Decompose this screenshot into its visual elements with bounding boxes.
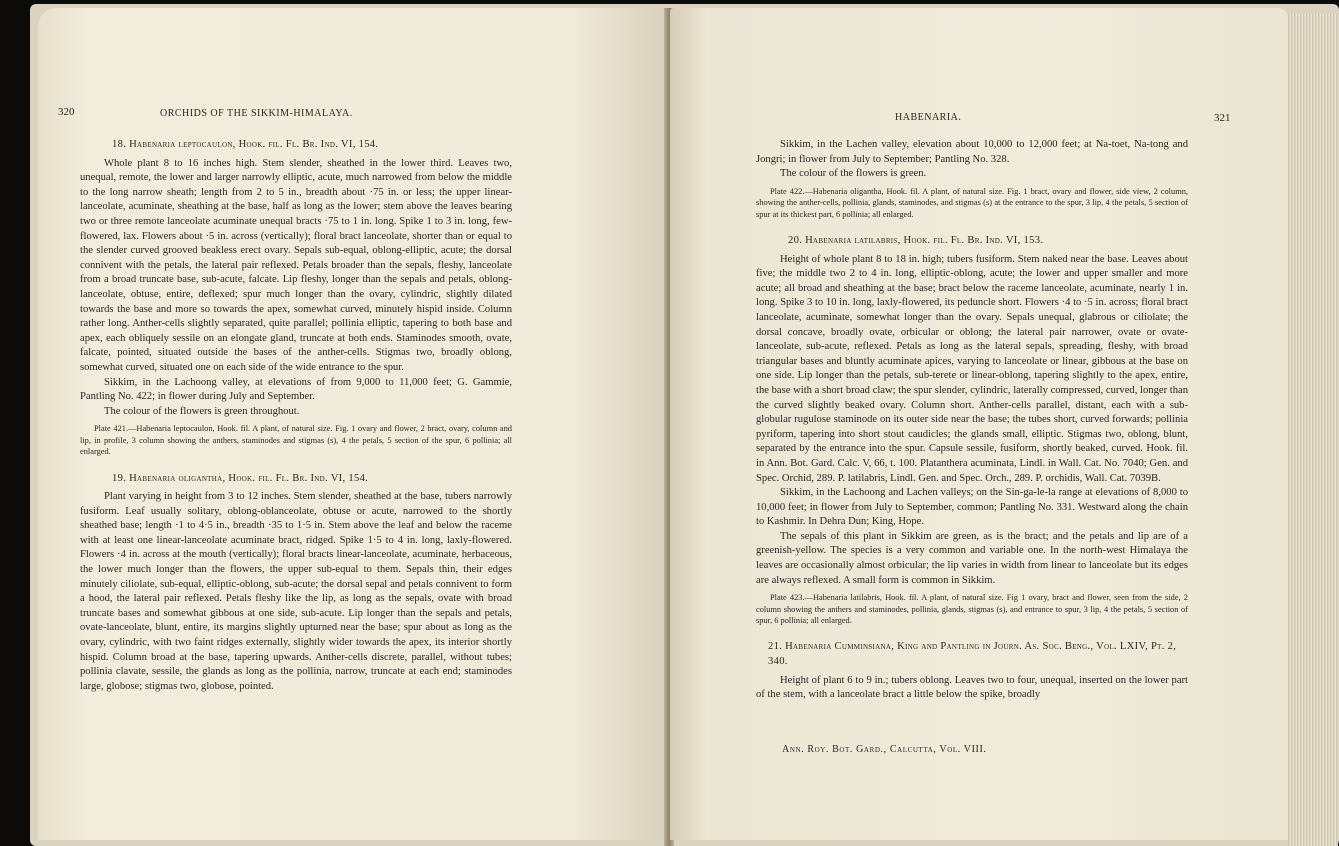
- right-page-text: [756, 138, 1188, 703]
- left-page: [38, 8, 666, 840]
- section-18-colour: The colour of the flowers is green throughout.: [104, 405, 300, 417]
- section-21-description: Height of plant 6 to 9 in.; tubers oblong. Leaves two to four, unequal, inserted on the lower part of the stem, with a lanceolate bract a little below the spike, broadly: [756, 674, 1188, 701]
- section-19-description: Plant varying in height from 3 to 12 inches. Stem slender, sheathed at the base, tubers narrowly fusiform. Leaf usually solitary, oblong-oblanceolate, obtuse or acute, narrowed to the shortly sheathed base; length ·1 to 4·5 in., breadth ·35 to 1·5 in. Stem above the leaf and below the raceme with at least one linear-lanceolate acuminate bract, ridged. Spike 1·5 to 4 in. long, laxly-flowered. Flowers ·4 in. across at the mouth (vertically); floral bracts linear-lanceolate, acuminate, herbaceous, the lower much longer than the flowers, the upper sub-equal to them. Sepals thin, their edges minutely ciliolate, sub-equal, elliptic-oblong, sub-acute; the dorsal sepal and petals connivent to form a hood, the lateral pair reflexed. Petals fleshy like the lip, as long as the sepals, ovate with broad truncate bases and somewhat gibbous at one side, sub-acute. Lip longer than the sepals and petals, ovate-lanceolate, blunt, entire, its margins slightly upturned near the base; spur about as long as the ovary, cylindric, with two faint ridges externally, slightly wider towards the apex, its interior shortly hispid. Column broad at the base, tapering upwards. Anther-cells discrete, parallel, without tubes; pollinia clavate, sessile, the glands as long as the pollinia, narrow, truncate at each end; staminodes large, globose; stigmas two, globose, pointed.: [80, 491, 512, 692]
- section-19-heading: 19. Habenaria oligantha, Hook. fil. Fl. Br. Ind. VI, 154.: [112, 472, 369, 484]
- plate-421-caption: Plate 421.—Habenaria leptocaulon, Hook. fil. A plant, of natural size. Fig. 1 ovary and flower, 2 bract, ovary, column and lip, in profile, 3 column showing the anthers, staminodes and stigmas (s), 4 the petals, 5 section of the spur, 6 pollinia; all enlarged.: [80, 424, 512, 457]
- section-20-locality: Sikkim, in the Lachoong and Lachen valleys; on the Sin-ga-le-la range at elevations of 8,000 to 10,000 feet; in flower from July to September, common; Pantling No. 331. Westward along the chain to Kashmir. In Dehra Dun; King, Hope.: [756, 487, 1188, 528]
- section-19-colour: The colour of the flowers is green.: [780, 168, 927, 180]
- section-20-description: Height of whole plant 8 to 18 in. high; tubers fusiform. Stem naked near the base. Leaves about five; the middle two 2 to 4 in. long, elliptic-oblong, acute; the lower and upper smaller and more acute; all broad and sheathing at the base; bract below the raceme lanceolate, acuminate, nearly 1 in. long. Spike 3 to 10 in. long, laxly-flowered, its peduncle short. Flowers ·4 to ·5 in. across; floral bract lanceolate, acuminate, somewhat longer than the ovary. Sepals unequal, glabrous or ciliolate; the dorsal concave, broadly ovate, orbicular or oblong; the lateral pair narrower, ovate or ovate-lanceolate, sub-acute, reflexed. Petals as long as the lateral sepals, spreading, fleshy, with broad triangular bases and bluntly acuminate apices, varying to lanceolate or linear, gibbous at the base on one side. Lip longer than the petals, sub-terete or linear-oblong, tapering slightly to the apex, entire, the base with a short broad claw; the spur slender, cylindric, laterally compressed, curved, longer than the curved slightly beaked ovary. Column short. Anther-cells parallel, distant, each with a sub-globular rugulose staminode on its outer side near the base; the tubes short, curved forwards; pollinia pyriform, tapering into short stout caudicles; the glands small, elliptic. Stigmas two, oblong, blunt, separated by the entrance into the spur. Capsule sessile, fusiform, shortly beaked, curved. Hook. fil. in Ann. Bot. Gard. Calc. V, 66, t. 100. Platanthera acuminata, Lindl. in Wall. Cat. No. 7040; Gen. and Spec. Orchid, 289. P. latilabris, Lindl. Gen. and Spec. Orch., 289. P. orchidis, Wall. Cat. 7039B.: [756, 253, 1188, 484]
- section-20-heading: 20. Habenaria latilabris, Hook. fil. Fl. Br. Ind. VI, 153.: [788, 235, 1044, 246]
- section-20-notes: The sepals of this plant in Sikkim are green, as is the bract; and the petals and lip are of a greenish-yellow. The species is a very common and variable one. In the north-west Himalaya the leaves are occasionally almost orbicular; the lip varies in width from linear to lanceolate but its edges are always reflexed. A small form is common in Sikkim.: [756, 530, 1188, 586]
- plate-423-caption: Plate 423.—Habenaria latilabris, Hook. fil. A plant, of natural size. Fig 1 ovary, bract and flower, seen from the side, 2 column showing the anthers and staminodes, pollinia, glands, stigmas (s), and entrance to spur, 3 lip, 4 the petals, 5 section of spur, 6 pollinia; all enlarged.: [756, 593, 1188, 626]
- left-page-text: [80, 136, 512, 694]
- left-page-number: 320: [58, 106, 75, 118]
- right-page: [670, 8, 1288, 840]
- plate-422-caption: Plate 422.—Habenaria oligantha, Hook. fil. A plant, of natural size. Fig. 1 bract, ovary and flower, side view, 2 column, showing the anther-cells, pollinia, glands, staminodes, and stigmas (s) at the entrance to the spur, 3 lip, 4 the petals, 5 section of spur at its thickest part, 6 pollinia; all enlarged.: [756, 186, 1188, 219]
- section-18-description: Whole plant 8 to 16 inches high. Stem slender, sheathed in the lower third. Leaves two, unequal, remote, the lower and larger narrowly elliptic, acute, much narrowed from below the middle to the long narrow sheath; length from 2 to 5 in., breadth about ·75 in. or less; the upper linear-lanceolate, acuminate, sheathing at the base, half as long as the lower; stem above the leaves bearing two or three remote lanceolate acuminate unequal bracts ·75 to 1 in. long. Spike 1 to 3 in. long, few-flowered, lax. Flowers about ·5 in. across (vertically); floral bract lanceolate, shorter than or equal to the slender curved grooved beakless erect ovary. Sepals sub-equal, oblong-elliptic, acute; the dorsal connivent with the petals, the lateral pair reflexed. Petals broader than the sepals, fleshy, lanceolate from a broad truncate base, sub-acute, falcate. Lip fleshy, longer than the sepals and petals, oblong-lanceolate, obtuse, entire, deflexed; spur much longer than the ovary, cylindric, slightly dilated towards the base and more so towards the apex, somewhat curved, minutely hispid inside. Column rather long. Anther-cells slightly separated, quite parallel; pollinia elliptic, tapering to both base and apex, each obliquely sessile on an elongate gland, truncate at both ends. Staminodes smooth, ovate, falcate, pointed, situated outside the bases of the anther-cells. Stigmas two, broadly oblong, somewhat curved, situated one on each side of the wide entrance to the spur.: [80, 157, 512, 373]
- right-running-head: HABENARIA.: [895, 112, 962, 123]
- section-19-locality: Sikkim, in the Lachen valley, elevation about 10,000 to 12,000 feet; at Na-toet, Na-tong and Jongri; in flower from July to September; Pantling No. 328.: [756, 139, 1188, 165]
- section-18-heading: 18. Habenaria leptocaulon, Hook. fil. Fl. Br. Ind. VI, 154.: [112, 139, 379, 150]
- left-running-head: ORCHIDS OF THE SIKKIM-HIMALAYA.: [160, 108, 353, 119]
- section-21-heading: 21. Habenaria Cumminsiana, King and Pantling in Journ. As. Soc. Beng., Vol. LXIV, Pt. 2, 340.: [768, 641, 1177, 668]
- right-page-number: 321: [1214, 112, 1231, 124]
- page-footer: Ann. Roy. Bot. Gard., Calcutta, Vol. VIII.: [782, 744, 987, 755]
- page-edges: [1288, 14, 1338, 846]
- section-18-locality: Sikkim, in the Lachoong valley, at elevations of from 9,000 to 11,000 feet; G. Gammie, Pantling No. 422; in flower during July and September.: [80, 376, 512, 403]
